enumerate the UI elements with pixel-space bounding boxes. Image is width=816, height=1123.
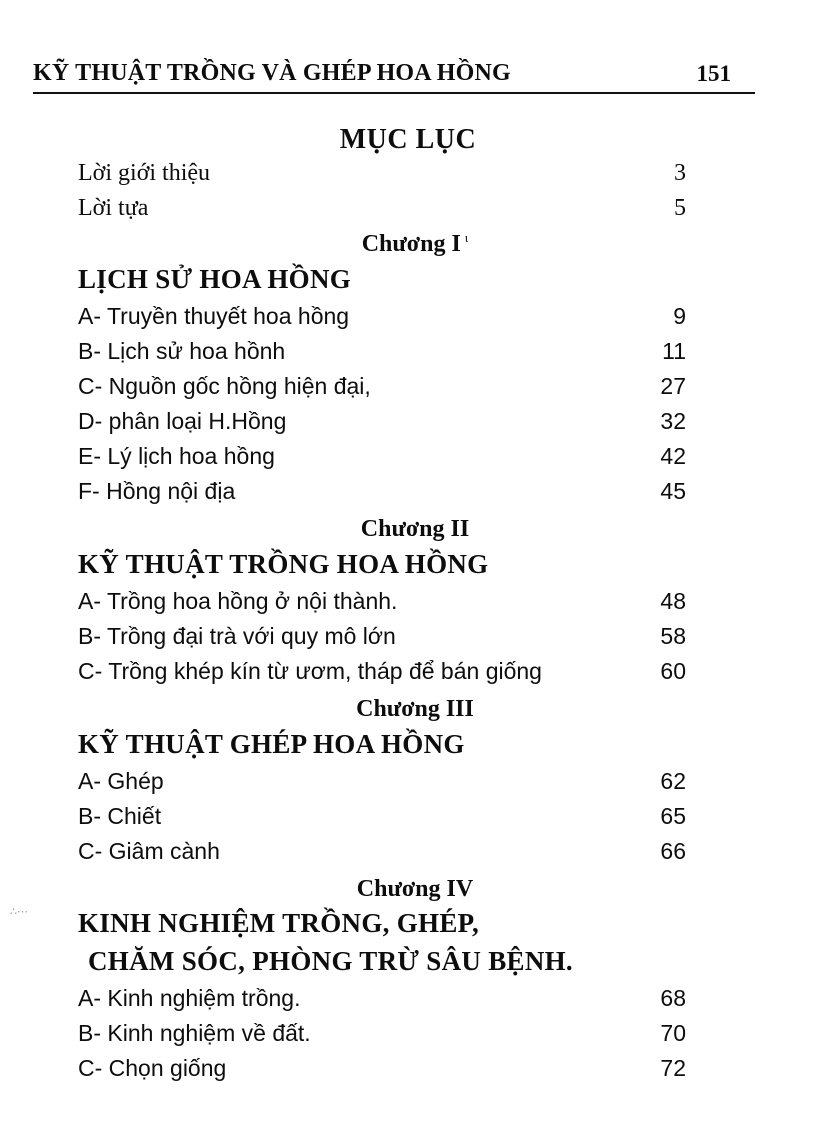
- chapter-label: [0, 230, 816, 258]
- entry-page: 70: [660, 1020, 686, 1046]
- entry-label: B- Trồng đại trà với quy mô lớn: [78, 623, 396, 649]
- entry-page: 62: [660, 768, 686, 794]
- entry-page: 42: [660, 443, 686, 469]
- entry-label: A- Kinh nghiệm trồng.: [78, 985, 301, 1011]
- running-header: [33, 60, 755, 94]
- book-title: KỸ THUẬT TRỒNG VÀ GHÉP HOA HỒNG: [33, 60, 511, 86]
- toc-entry: [78, 768, 686, 802]
- entry-page: 5: [674, 195, 686, 221]
- entry-page: 27: [660, 373, 686, 399]
- entry-page: 58: [660, 623, 686, 649]
- entry-label: B- Lịch sử hoa hồnh: [78, 338, 286, 364]
- toc-entry: [78, 985, 686, 1019]
- toc-entry: [78, 338, 686, 372]
- toc-title: MỤC LỤC: [339, 124, 477, 155]
- toc-entry: [78, 373, 686, 407]
- entry-label: Lời tựa: [78, 195, 149, 221]
- chapter-label-text: Chương I: [361, 231, 461, 257]
- chapter-heading: KỸ THUẬT GHÉP HOA HỒNG: [78, 729, 465, 759]
- entry-label: B- Kinh nghiệm về đất.: [78, 1020, 311, 1046]
- page-number: 151: [696, 61, 731, 86]
- entry-label: E- Lý lịch hoa hồng: [78, 443, 275, 469]
- toc-entry: [78, 588, 686, 622]
- chapter-heading: LỊCH SỬ HOA HỒNG: [78, 264, 352, 294]
- entry-page: 11: [662, 338, 686, 364]
- toc-entry: [78, 1055, 686, 1089]
- toc-entry: [78, 838, 686, 872]
- chapter-label: Chương II: [360, 516, 470, 542]
- entry-page: 32: [660, 408, 686, 434]
- toc-entry: [78, 443, 686, 477]
- entry-page: 66: [660, 838, 686, 864]
- scan-artifact: ∴⋯: [10, 906, 28, 918]
- entry-label: B- Chiết: [78, 803, 162, 829]
- entry-page: 60: [660, 658, 686, 684]
- entry-label: A- Truyền thuyết hoa hồng: [78, 303, 350, 329]
- toc-entry: [78, 195, 686, 229]
- entry-page: 68: [660, 985, 686, 1011]
- entry-page: 65: [660, 803, 686, 829]
- chapter-heading: KỸ THUẬT TRỒNG HOA HỒNG: [78, 549, 489, 579]
- toc-entry: [78, 803, 686, 837]
- toc-entry: [78, 408, 686, 442]
- stray-mark: ι: [464, 230, 469, 245]
- toc-entry: [78, 623, 686, 657]
- toc-entry: [78, 303, 686, 337]
- entry-label: C- Chọn giống: [78, 1055, 227, 1081]
- entry-page: 72: [660, 1055, 686, 1081]
- chapter-heading-line2: CHĂM SÓC, PHÒNG TRỪ SÂU BỆNH.: [88, 946, 573, 976]
- chapter-heading: KINH NGHIỆM TRỒNG, GHÉP,: [78, 908, 480, 938]
- entry-label: C- Trồng khép kín từ ươm, tháp để bán giống: [78, 658, 542, 684]
- entry-page: 3: [674, 160, 686, 186]
- toc-entry: [78, 160, 686, 194]
- toc-entry: [78, 1020, 686, 1054]
- toc-entry: [78, 478, 686, 512]
- entry-page: 45: [660, 478, 686, 504]
- entry-label: A- Trồng hoa hồng ở nội thành.: [78, 588, 398, 614]
- toc-entry: [78, 658, 686, 692]
- entry-label: A- Ghép: [78, 768, 164, 794]
- entry-label: Lời giới thiệu: [78, 160, 211, 186]
- chapter-label: Chương IV: [356, 876, 474, 902]
- entry-page: 9: [673, 303, 686, 329]
- entry-label: F- Hồng nội địa: [78, 478, 236, 504]
- entry-page: 48: [660, 588, 686, 614]
- entry-label: C- Giâm cành: [78, 838, 220, 864]
- chapter-label: Chương III: [356, 696, 474, 722]
- entry-label: C- Nguồn gốc hồng hiện đại,: [78, 373, 371, 399]
- entry-label: D- phân loại H.Hồng: [78, 408, 287, 434]
